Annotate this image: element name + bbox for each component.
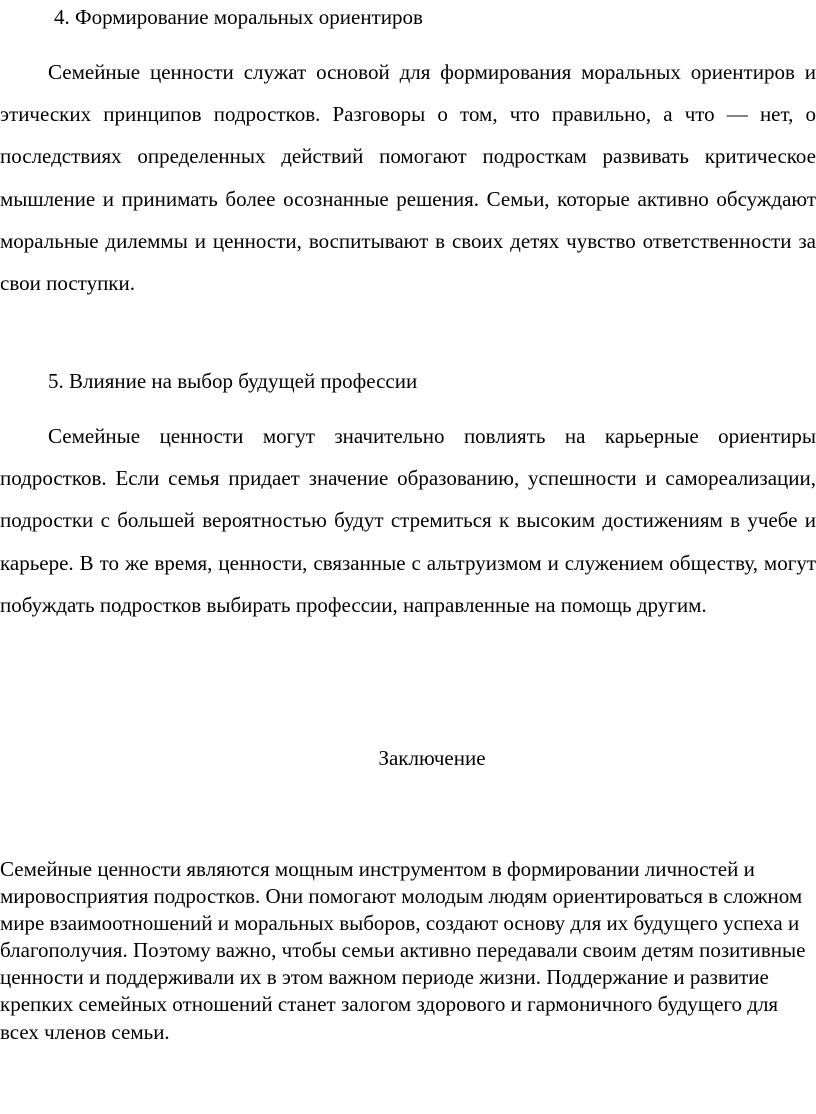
section-4-heading: 4. Формирование моральных ориентиров [54, 5, 423, 29]
conclusion-heading: Заключение [378, 746, 486, 770]
section-5-paragraph: Семейные ценности могут значительно повлиять на карьерные ориентиры подростков. Если семья придает значение образованию, успешности и самореализации, подростки с большей вероятностью будут стремиться к высоким достижениям в учебе и карьере. В то же время, ценности, связанные с альтруизмом и служением обществу, могут побуждать подростков выбирать профессии, направленные на помощь другим. [0, 424, 816, 617]
conclusion-paragraph: Семейные ценности являются мощным инструментом в формировании личностей и мировосприятия подростков. Они помогают молодым людям ориентироваться в сложном мире взаимоотношений и моральных выборов, создают основу для их будущего успеха и благополучия. Поэтому важно, чтобы семьи активно передавали своим детям позитивные ценности и поддерживали их в этом важном периоде жизни. Поддержание и развитие крепких семейных отношений станет залогом здорового и гармоничного будущего для всех членов семьи. [0, 857, 806, 1044]
section-4-paragraph: Семейные ценности служат основой для формирования моральных ориентиров и этических принципов подростков. Разговоры о том, что правильно, а что — нет, о последствиях определенных действий помогают подросткам развивать критическое мышление и принимать более осознанные решения. Семьи, которые активно обсуждают моральные дилеммы и ценности, воспитывают в своих детях чувство ответственности за свои поступки. [0, 60, 816, 296]
section-5-heading: 5. Влияние на выбор будущей профессии [48, 369, 418, 393]
